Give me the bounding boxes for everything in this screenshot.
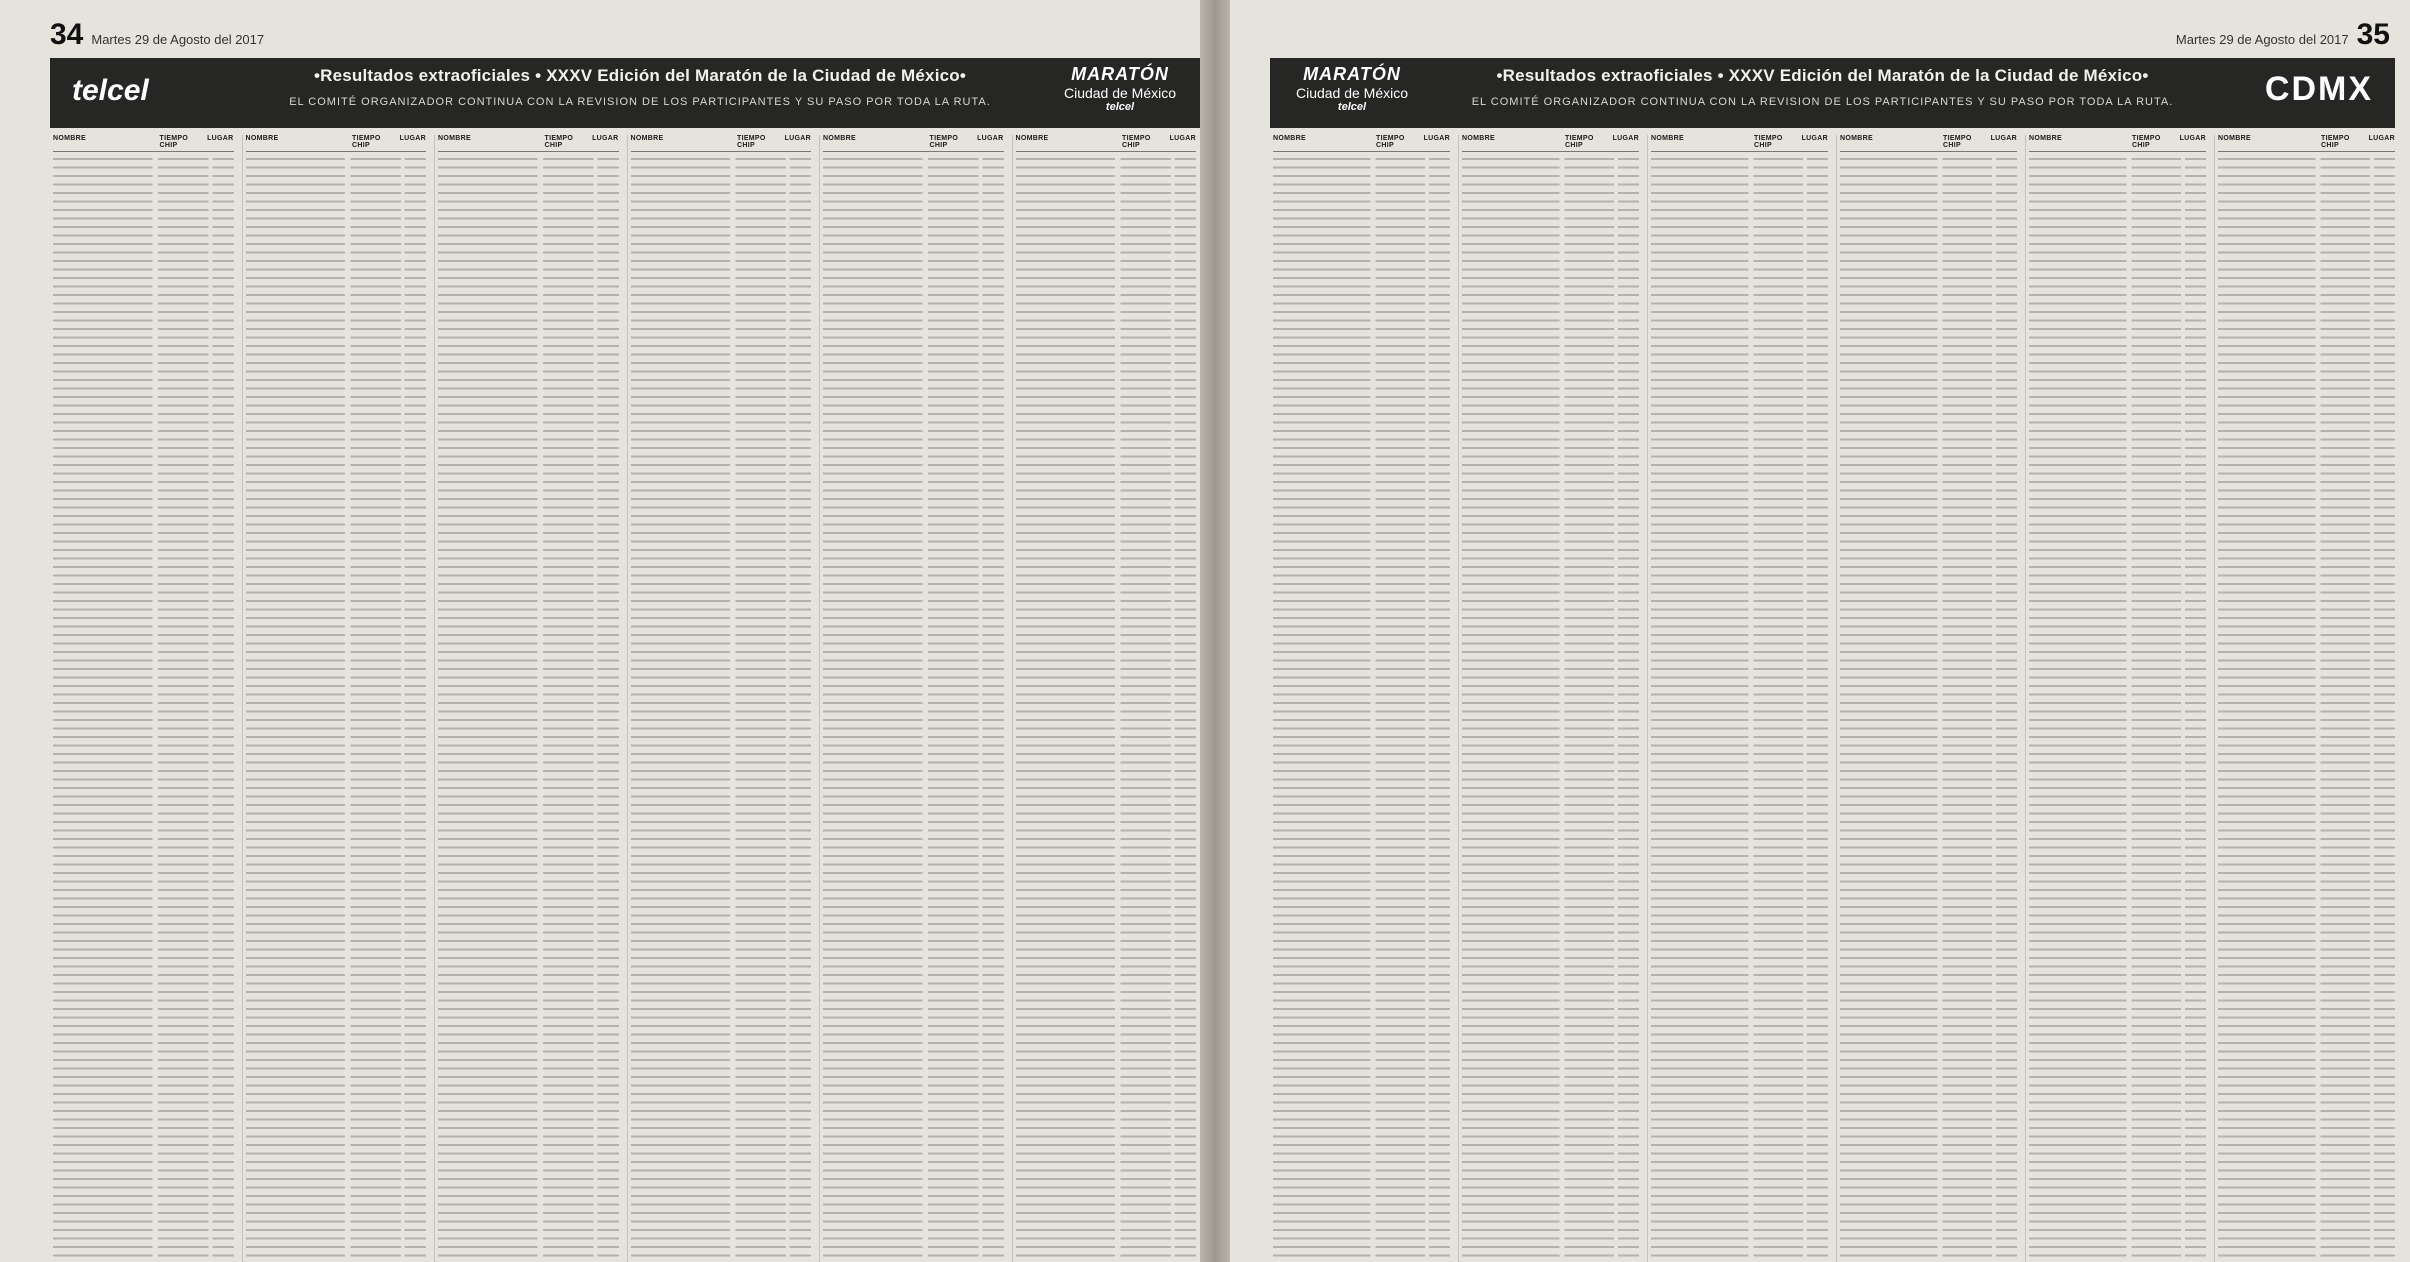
telcel-logo: telcel — [72, 74, 149, 107]
header-name: NOMBRE — [630, 135, 664, 142]
header-chip-time: TIEMPO CHIP — [929, 135, 959, 149]
column-header — [1462, 135, 1639, 152]
header-place: LUGAR — [1612, 135, 1639, 142]
results-column — [1647, 135, 1828, 1262]
column-header — [823, 135, 1004, 152]
right-page — [1230, 0, 2410, 1262]
header-chip-time: TIEMPO CHIP — [352, 135, 381, 149]
results-column — [1836, 135, 2017, 1262]
header-chip-time: TIEMPO CHIP — [544, 135, 574, 149]
header-name: NOMBRE — [1651, 135, 1684, 142]
maraton-logo-line2: Ciudad de México — [1295, 85, 1409, 101]
header-chip-time: TIEMPO CHIP — [737, 135, 766, 149]
column-header — [1016, 135, 1197, 152]
header-name: NOMBRE — [1840, 135, 1873, 142]
page-gutter — [1200, 0, 1230, 1262]
maraton-logo-line3: telcel — [1105, 101, 1135, 113]
maraton-logo-line2: Ciudad de México — [1063, 85, 1177, 101]
column-header — [2029, 135, 2206, 152]
results-rows — [246, 154, 427, 1262]
results-rows — [823, 154, 1004, 1262]
header-name: NOMBRE — [245, 135, 279, 142]
results-column — [1012, 135, 1197, 1262]
results-column — [627, 135, 812, 1262]
page-number: 34 — [50, 18, 84, 51]
header-place: LUGAR — [2368, 135, 2395, 142]
header-name: NOMBRE — [53, 135, 86, 142]
column-header — [246, 135, 427, 152]
header-chip-time: TIEMPO CHIP — [1565, 135, 1594, 149]
header-place: LUGAR — [399, 135, 426, 142]
header-name: NOMBRE — [1273, 135, 1306, 142]
maraton-logo-line3: telcel — [1337, 101, 1367, 113]
results-rows — [2218, 154, 2395, 1262]
header-place: LUGAR — [592, 135, 619, 142]
header-chip-time: TIEMPO CHIP — [159, 135, 189, 149]
results-column — [2025, 135, 2206, 1262]
header-name: NOMBRE — [438, 135, 471, 142]
results-column — [434, 135, 619, 1262]
maraton-logo — [1282, 64, 1422, 122]
results-columns — [1270, 135, 2395, 1262]
results-column — [242, 135, 427, 1262]
cdmx-logo: CDMX — [2264, 70, 2373, 108]
column-header — [438, 135, 619, 152]
page-number: 35 — [2356, 18, 2390, 51]
left-folio — [50, 18, 264, 52]
header-place: LUGAR — [1990, 135, 2017, 142]
banner-subtitle: EL COMITÉ ORGANIZADOR CONTINUA CON LA REVISION DE LOS PARTICIPANTES Y SU PASO POR TODA LA RUTA. — [289, 96, 991, 108]
results-rows — [631, 154, 812, 1262]
column-header — [2218, 135, 2395, 152]
results-rows — [1273, 154, 1450, 1262]
results-rows — [53, 154, 234, 1262]
column-header — [53, 135, 234, 152]
header-chip-time: TIEMPO CHIP — [1754, 135, 1783, 149]
results-column — [1458, 135, 1639, 1262]
results-column — [1270, 135, 1450, 1262]
column-header — [1840, 135, 2017, 152]
header-chip-time: TIEMPO CHIP — [1376, 135, 1405, 149]
left-page — [0, 0, 1200, 1262]
results-banner — [50, 58, 1200, 128]
header-place: LUGAR — [2179, 135, 2206, 142]
header-chip-time: TIEMPO CHIP — [2321, 135, 2350, 149]
banner-subtitle: EL COMITÉ ORGANIZADOR CONTINUA CON LA REVISION DE LOS PARTICIPANTES Y SU PASO POR TODA LA RUTA. — [1471, 96, 2174, 108]
header-place: LUGAR — [1423, 135, 1450, 142]
header-place: LUGAR — [207, 135, 234, 142]
results-column — [819, 135, 1004, 1262]
results-banner — [1270, 58, 2395, 128]
header-name: NOMBRE — [823, 135, 856, 142]
results-columns — [50, 135, 1196, 1262]
header-chip-time: TIEMPO CHIP — [2132, 135, 2161, 149]
results-column — [2214, 135, 2395, 1262]
maraton-logo-line1: MARATÓN — [1303, 64, 1401, 84]
banner-title: •Resultados extraoficiales • XXXV Edición del Maratón de la Ciudad de México• — [1496, 66, 2149, 85]
results-column — [50, 135, 234, 1262]
maraton-logo-line1: MARATÓN — [1071, 64, 1169, 84]
results-rows — [438, 154, 619, 1262]
header-name: NOMBRE — [2218, 135, 2251, 142]
header-place: LUGAR — [784, 135, 811, 142]
column-header — [1651, 135, 1828, 152]
results-rows — [1462, 154, 1639, 1262]
header-place: LUGAR — [1801, 135, 1828, 142]
header-place: LUGAR — [1169, 135, 1196, 142]
results-rows — [2029, 154, 2206, 1262]
results-rows — [1840, 154, 2017, 1262]
header-name: NOMBRE — [2029, 135, 2062, 142]
column-header — [631, 135, 812, 152]
maraton-logo — [1050, 64, 1190, 122]
header-name: NOMBRE — [1462, 135, 1495, 142]
page-date: Martes 29 de Agosto del 2017 — [91, 32, 265, 47]
results-rows — [1016, 154, 1197, 1262]
banner-title: •Resultados extraoficiales • XXXV Edición del Maratón de la Ciudad de México• — [313, 66, 967, 85]
results-rows — [1651, 154, 1828, 1262]
page-date: Martes 29 de Agosto del 2017 — [2175, 32, 2349, 47]
header-name: NOMBRE — [1015, 135, 1049, 142]
column-header — [1273, 135, 1450, 152]
header-place: LUGAR — [977, 135, 1004, 142]
right-folio — [2176, 18, 2390, 52]
header-chip-time: TIEMPO CHIP — [1943, 135, 1972, 149]
header-chip-time: TIEMPO CHIP — [1122, 135, 1151, 149]
